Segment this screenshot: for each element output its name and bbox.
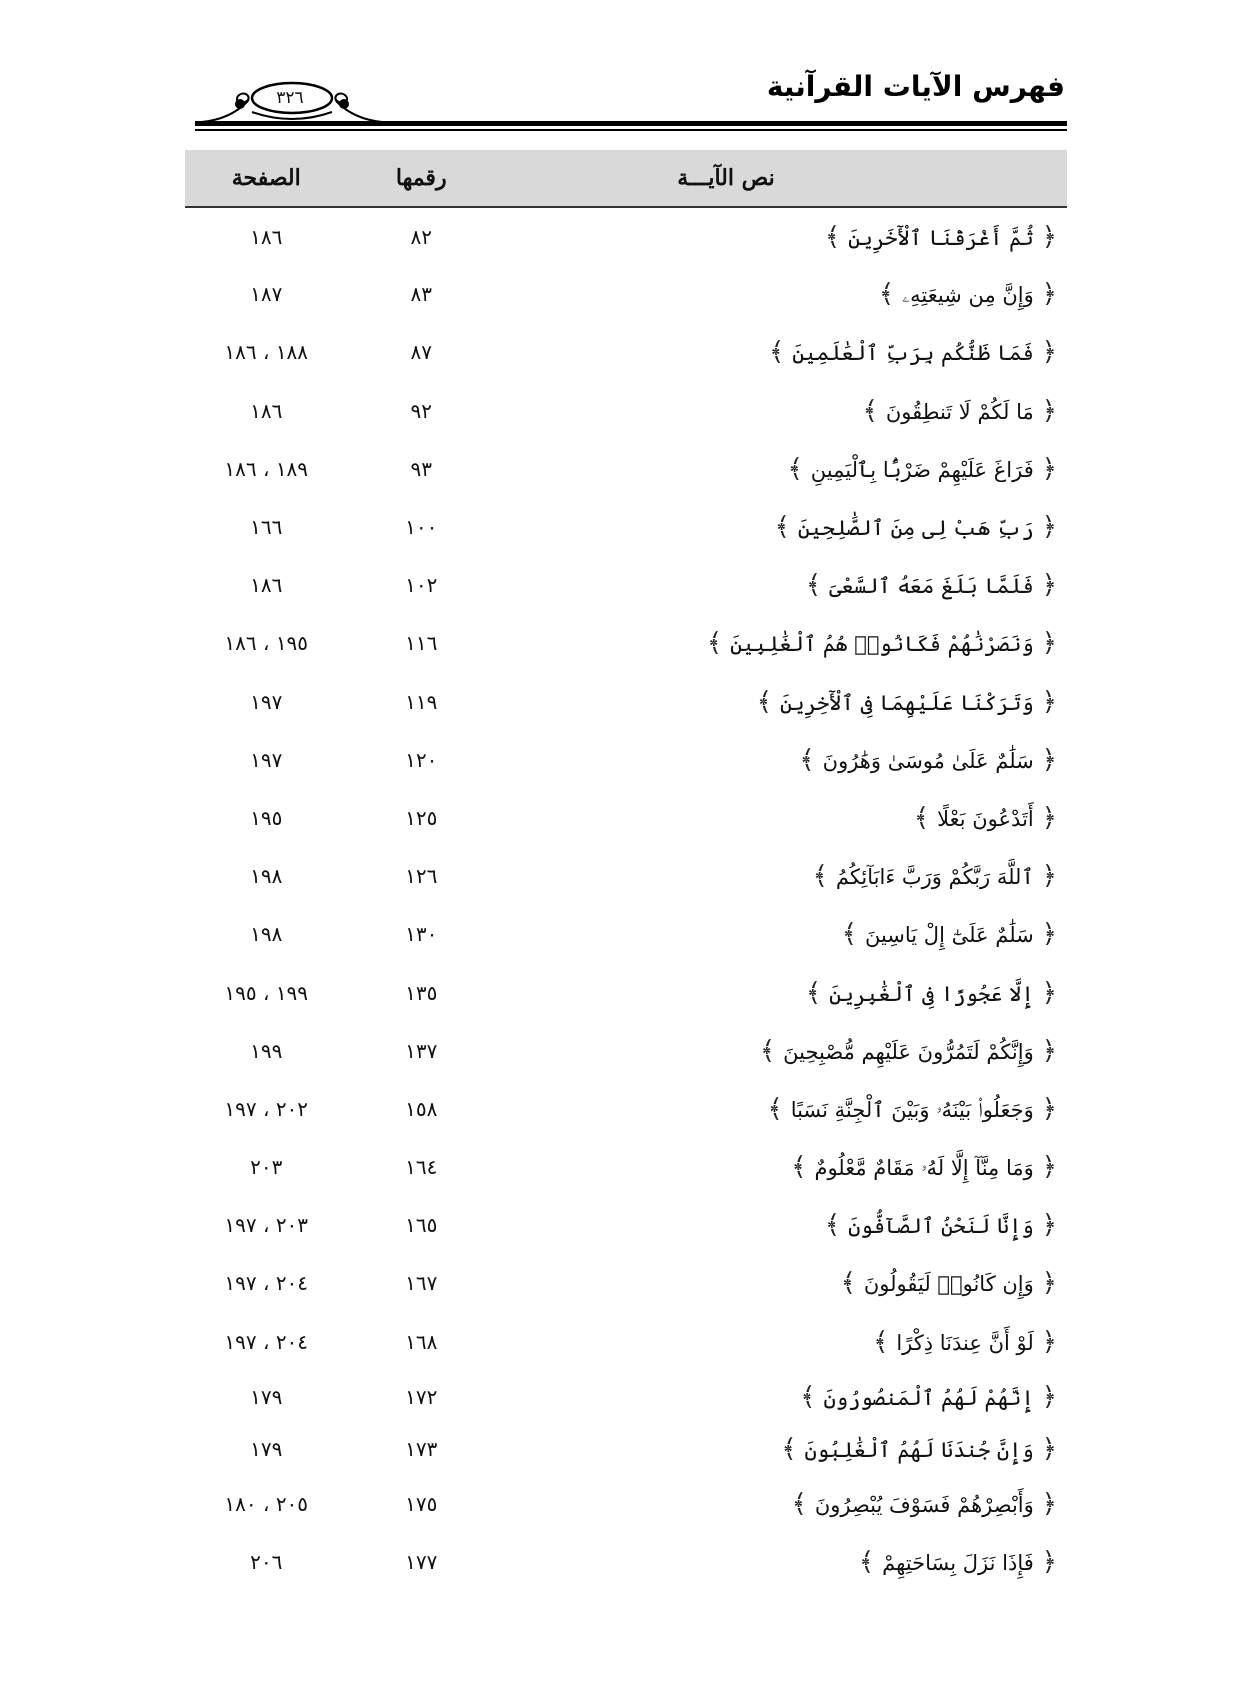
ornate-bracket-open: ﴿ <box>1041 1035 1057 1066</box>
table-row <box>185 789 1067 847</box>
verse-cell <box>495 1022 1067 1080</box>
verse-cell <box>495 382 1067 440</box>
page-reference: ٢٠٣ <box>250 1155 283 1180</box>
table-row <box>185 1196 1067 1254</box>
verse-number: ١١٦ <box>405 631 438 656</box>
verse-cell <box>495 963 1067 1021</box>
table-row <box>185 614 1067 672</box>
table-row <box>185 1371 1067 1423</box>
verse-cell <box>495 905 1067 963</box>
verse-text: وَإِنَّ جُندَنَا لَهُمُ ٱلْغَٰلِبُونَ <box>804 1437 1034 1462</box>
verse-number: ٨٧ <box>410 340 432 365</box>
verse-text: وَإِنَّكُمْ لَتَمُرُّونَ عَلَيْهِم مُّصْبِحِينَ <box>783 1039 1034 1064</box>
table-row <box>185 673 1067 731</box>
ornate-bracket-close: ﴾ <box>913 802 930 833</box>
ornate-bracket-close: ﴾ <box>706 628 723 659</box>
page-reference: ١٩٧ <box>250 689 283 714</box>
table-row <box>185 1313 1067 1371</box>
verse-cell <box>495 673 1067 731</box>
ornate-bracket-open: ﴿ <box>1041 1381 1057 1412</box>
verse-cell <box>495 323 1067 381</box>
ornate-bracket-open: ﴿ <box>1041 628 1057 659</box>
ornate-bracket-open: ﴿ <box>1041 861 1057 892</box>
ornate-bracket-close: ﴾ <box>756 686 772 717</box>
ornate-bracket-close: ﴾ <box>841 919 857 950</box>
ornate-bracket-close: ﴾ <box>824 221 841 252</box>
table-row <box>185 731 1067 789</box>
page-reference: ٢٠٢ ، ١٩٧ <box>224 1096 309 1121</box>
ornate-bracket-close: ﴾ <box>812 861 828 892</box>
ornate-bracket-close: ﴾ <box>767 1093 783 1124</box>
ornate-bracket-close: ﴾ <box>805 977 822 1008</box>
page-reference: ١٨٦ <box>250 224 283 249</box>
ornate-bracket-open: ﴿ <box>1041 1488 1057 1519</box>
page-reference: ١٦٦ <box>250 515 283 540</box>
page-reference: ١٩٧ <box>250 747 283 772</box>
ornate-bracket-close: ﴾ <box>824 1210 841 1241</box>
verse-number: ١٢٠ <box>405 747 438 772</box>
verse-text: سَلَٰمٌ عَلَىٰ مُوسَىٰ وَهَٰرُونَ <box>822 748 1034 773</box>
page-reference: ١٨٦ <box>250 398 283 423</box>
page-reference: ١٩٨ <box>250 922 283 947</box>
verse-number: ١٧٧ <box>405 1550 438 1575</box>
ornate-bracket-open: ﴿ <box>1041 337 1057 368</box>
column-header-page: الصفحة <box>185 150 347 207</box>
header-rule-thin <box>195 129 1067 131</box>
verse-cell <box>495 1138 1067 1196</box>
verse-text: رَبِّ هَبْ لِى مِنَ ٱلصَّٰلِحِينَ <box>797 516 1034 541</box>
ornate-bracket-close: ﴾ <box>805 570 822 601</box>
ornate-bracket-open: ﴿ <box>1041 279 1057 310</box>
table-row <box>185 265 1067 323</box>
page-reference: ١٩٩ ، ١٩٥ <box>224 980 309 1005</box>
verse-text: وَجَعَلُوا۟ بَيْنَهُۥ وَبَيْنَ ٱلْجِنَّةِ نَسَبًا <box>790 1097 1034 1122</box>
ornate-bracket-open: ﴿ <box>1041 1433 1057 1464</box>
verse-cell <box>495 498 1067 556</box>
page-reference: ١٧٩ <box>250 1384 283 1409</box>
page-number: ٣٢٦ <box>276 88 304 108</box>
table-header-row <box>185 150 1067 207</box>
ornate-bracket-open: ﴿ <box>1041 919 1057 950</box>
ornate-bracket-open: ﴿ <box>1041 221 1057 252</box>
ornate-bracket-close: ﴾ <box>840 1268 856 1299</box>
column-header-verse-number: رقمها <box>347 150 495 207</box>
verse-text: وَأَبْصِرْهُمْ فَسَوْفَ يُبْصِرُونَ <box>814 1492 1034 1517</box>
table-row <box>185 1254 1067 1312</box>
table-row <box>185 963 1067 1021</box>
verse-cell <box>495 265 1067 323</box>
page-reference: ١٨٧ <box>250 282 283 307</box>
verse-cell <box>495 207 1067 265</box>
table-row <box>185 905 1067 963</box>
verse-number: ٨٣ <box>410 282 432 307</box>
verse-text: سَلَٰمٌ عَلَىٰٓ إِلْ يَاسِينَ <box>864 923 1034 948</box>
page-reference: ١٩٥ ، ١٨٦ <box>224 631 309 656</box>
verse-number: ٩٣ <box>410 456 432 481</box>
column-header-verse-text: نص الآيـــة <box>495 150 1067 207</box>
verse-number: ١٧٥ <box>405 1491 438 1516</box>
ornate-bracket-open: ﴿ <box>1041 453 1057 484</box>
verse-number: ١٣٥ <box>405 980 438 1005</box>
verse-cell <box>495 1196 1067 1254</box>
page-reference: ٢٠٦ <box>250 1550 283 1575</box>
verse-text: إِنَّهُمْ لَهُمُ ٱلْمَنصُورُونَ <box>823 1385 1034 1410</box>
verse-text: فَرَاغَ عَلَيْهِمْ ضَرْبًۢا بِٱلْيَمِينِ <box>810 457 1034 482</box>
page-reference: ١٨٨ ، ١٨٦ <box>224 340 309 365</box>
verse-number: ١٧٣ <box>405 1436 438 1461</box>
table-row <box>185 382 1067 440</box>
ornate-bracket-open: ﴿ <box>1041 1268 1057 1299</box>
ornate-bracket-close: ﴾ <box>781 1433 797 1464</box>
ornate-bracket-open: ﴿ <box>1041 1152 1057 1183</box>
verse-cell <box>495 1533 1067 1591</box>
verse-cell <box>495 731 1067 789</box>
table-row <box>185 323 1067 381</box>
verse-text: فَلَمَّا بَلَغَ مَعَهُ ٱلسَّعْىَ <box>829 574 1034 599</box>
page-reference: ١٨٦ <box>250 573 283 598</box>
ornate-bracket-close: ﴾ <box>759 1035 776 1066</box>
page-reference: ٢٠٣ ، ١٩٧ <box>224 1213 309 1238</box>
ornate-bracket-close: ﴾ <box>769 337 785 368</box>
ornate-bracket-close: ﴾ <box>791 1488 807 1519</box>
verse-number: ١٠٠ <box>405 515 438 540</box>
ornate-bracket-close: ﴾ <box>791 1152 807 1183</box>
verse-text: ثُمَّ أَغْرَقْنَا ٱلْأٓخَرِينَ <box>848 225 1034 250</box>
table-row <box>185 1533 1067 1591</box>
page-reference: ١٩٥ <box>250 805 283 830</box>
verse-text: مَا لَكُمْ لَا تَنطِقُونَ <box>885 399 1034 424</box>
ornate-bracket-open: ﴿ <box>1041 1547 1057 1578</box>
table-row <box>185 207 1067 265</box>
page-reference: ٢٠٤ ، ١٩٧ <box>224 1329 309 1354</box>
verse-number: ١٦٤ <box>405 1155 438 1180</box>
verse-cell <box>495 1254 1067 1312</box>
verse-number: ١٧٢ <box>405 1384 438 1409</box>
header-rule-thick <box>195 121 1067 126</box>
table-row <box>185 556 1067 614</box>
verse-number: ١٥٨ <box>405 1096 438 1121</box>
ornate-bracket-close: ﴾ <box>858 1547 875 1578</box>
table-row <box>185 1138 1067 1196</box>
verse-cell <box>495 1313 1067 1371</box>
verse-cell <box>495 614 1067 672</box>
ornate-bracket-close: ﴾ <box>774 512 790 543</box>
ornate-bracket-open: ﴿ <box>1041 977 1057 1008</box>
ornate-bracket-open: ﴿ <box>1041 802 1057 833</box>
ornate-bracket-close: ﴾ <box>873 1326 889 1357</box>
verse-cell <box>495 440 1067 498</box>
verse-number: ١٣٧ <box>405 1038 438 1063</box>
verse-number: ١٢٥ <box>405 805 438 830</box>
verse-number: ١٠٢ <box>405 573 438 598</box>
verse-text: فَإِذَا نَزَلَ بِسَاحَتِهِمْ <box>882 1551 1034 1576</box>
page-reference: ٢٠٤ ، ١٩٧ <box>224 1271 309 1296</box>
table-row <box>185 1475 1067 1533</box>
page-reference: ١٩٨ <box>250 864 283 889</box>
verse-text: أَتَدْعُونَ بَعْلًا <box>937 806 1034 831</box>
table-row <box>185 1022 1067 1080</box>
ornate-bracket-close: ﴾ <box>862 395 878 426</box>
table-row <box>185 1423 1067 1475</box>
verse-number: ١٢٦ <box>405 864 438 889</box>
ornate-bracket-open: ﴿ <box>1041 1210 1057 1241</box>
ornate-bracket-close: ﴾ <box>799 744 815 775</box>
ornate-bracket-open: ﴿ <box>1041 1326 1057 1357</box>
verse-cell <box>495 789 1067 847</box>
verse-cell <box>495 1371 1067 1423</box>
table-row <box>185 498 1067 556</box>
page-reference: ٢٠٥ ، ١٨٠ <box>224 1491 309 1516</box>
ornate-bracket-close: ﴾ <box>878 279 895 310</box>
verse-index-table <box>185 150 1067 1591</box>
verse-text: فَمَا ظَنُّكُم بِرَبِّ ٱلْعَٰلَمِينَ <box>792 341 1034 366</box>
table-row <box>185 1080 1067 1138</box>
verse-number: ١٦٨ <box>405 1329 438 1354</box>
verse-text: لَوْ أَنَّ عِندَنَا ذِكْرًا <box>896 1330 1034 1355</box>
ornate-bracket-open: ﴿ <box>1041 1093 1057 1124</box>
verse-cell <box>495 1475 1067 1533</box>
ornate-bracket-open: ﴿ <box>1041 395 1057 426</box>
verse-text: ٱللَّهَ رَبَّكُمْ وَرَبَّ ءَابَآئِكُمُ <box>835 865 1034 890</box>
ornate-bracket-open: ﴿ <box>1041 512 1057 543</box>
ornate-bracket-open: ﴿ <box>1041 570 1057 601</box>
page-reference: ١٧٩ <box>250 1436 283 1461</box>
table-row <box>185 847 1067 905</box>
verse-text: وَإِن كَانُوا۟ لَيَقُولُونَ <box>863 1272 1034 1297</box>
page-reference: ١٨٩ ، ١٨٦ <box>224 456 309 481</box>
verse-text: وَإِنَّا لَنَحْنُ ٱلصَّآفُّونَ <box>848 1214 1034 1239</box>
verse-number: ٨٢ <box>410 224 432 249</box>
verse-text: إِلَّا عَجُوزًا فِى ٱلْغَٰبِرِينَ <box>829 981 1034 1006</box>
verse-text: وَنَصَرْنَٰهُمْ فَكَانُوا۟ هُمُ ٱلْغَٰلِبِينَ <box>730 632 1034 657</box>
verse-number: ١١٩ <box>405 689 438 714</box>
verse-number: ٩٢ <box>410 398 432 423</box>
verse-cell <box>495 1423 1067 1475</box>
ornate-bracket-close: ﴾ <box>800 1381 816 1412</box>
ornate-bracket-close: ﴾ <box>787 453 803 484</box>
ornate-bracket-open: ﴿ <box>1041 686 1057 717</box>
verse-number: ١٦٧ <box>405 1271 438 1296</box>
verse-cell <box>495 1080 1067 1138</box>
verse-text: وَمَا مِنَّآ إِلَّا لَهُۥ مَقَامٌ مَّعْلُومٌ <box>814 1156 1034 1181</box>
page-reference: ١٩٩ <box>250 1038 283 1063</box>
verse-cell <box>495 847 1067 905</box>
verse-number: ١٣٠ <box>405 922 438 947</box>
verse-text: وَتَرَكْنَا عَلَيْهِمَا فِى ٱلْأٓخِرِينَ <box>779 690 1034 715</box>
table-row <box>185 440 1067 498</box>
page-title: فهرس الآيات القرآنية <box>766 70 1065 103</box>
verse-text: وَإِنَّ مِن شِيعَتِهِۦ <box>902 283 1034 308</box>
ornate-bracket-open: ﴿ <box>1041 744 1057 775</box>
verse-number: ١٦٥ <box>405 1213 438 1238</box>
verse-cell <box>495 556 1067 614</box>
